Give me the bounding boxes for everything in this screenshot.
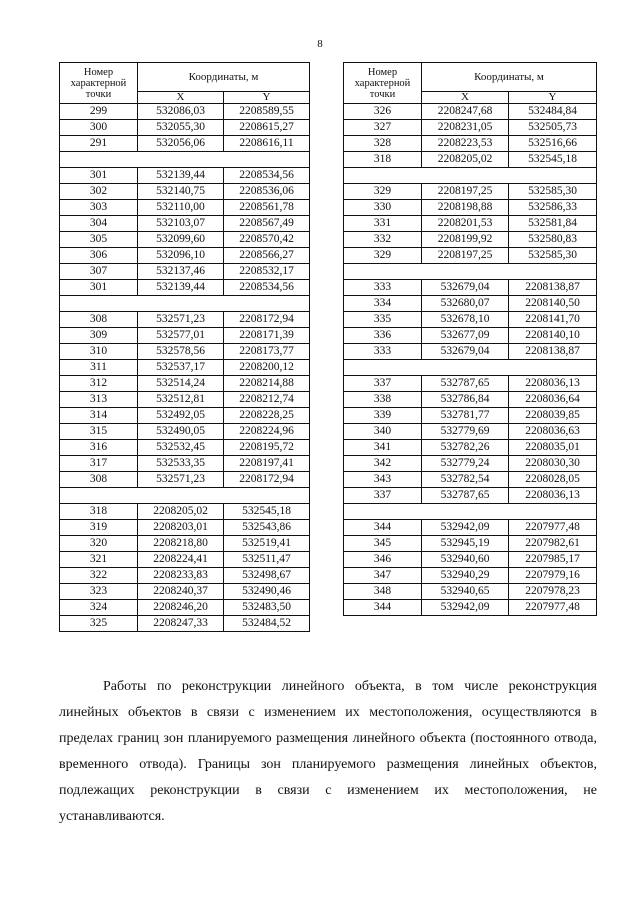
point-number-cell: 306 [60,248,138,264]
y-coordinate-cell: 2208228,25 [224,408,310,424]
y-coordinate-cell: 2208141,70 [509,312,597,328]
table-row [344,296,597,312]
table-row [60,440,310,456]
table-row [344,488,597,504]
table-row [344,600,597,616]
table-row [344,392,597,408]
x-coordinate-cell: 532086,03 [138,104,224,120]
y-coordinate-cell: 2208138,87 [509,280,597,296]
point-number-cell: 322 [60,568,138,584]
y-coordinate-cell: 2208224,96 [224,424,310,440]
table-row [60,168,310,184]
table-row [60,424,310,440]
point-number-cell: 303 [60,200,138,216]
table-row [344,456,597,472]
table-row [60,520,310,536]
x-coordinate-cell: 2208231,05 [422,120,509,136]
x-coordinate-cell: 2208198,88 [422,200,509,216]
x-coordinate-cell: 532137,46 [138,264,224,280]
y-coordinate-cell: 532519,41 [224,536,310,552]
x-coordinate-cell: 2208224,41 [138,552,224,568]
point-number-cell: 316 [60,440,138,456]
x-coordinate-cell: 2208205,02 [422,152,509,168]
x-coordinate-cell: 532103,07 [138,216,224,232]
table-row [60,264,310,280]
table-row [344,536,597,552]
y-coordinate-cell: 2208035,01 [509,440,597,456]
x-coordinate-cell: 2208247,33 [138,616,224,632]
y-coordinate-cell: 2208561,78 [224,200,310,216]
y-coordinate-cell: 2208172,94 [224,312,310,328]
point-number-cell: 308 [60,312,138,328]
table-row [344,584,597,600]
point-number-cell: 307 [60,264,138,280]
point-number-cell: 320 [60,536,138,552]
point-number-cell: 302 [60,184,138,200]
point-number-cell: 332 [344,232,422,248]
table-separator-row [344,360,597,376]
table-row [344,152,597,168]
point-number-cell: 344 [344,520,422,536]
x-coordinate-cell: 532779,69 [422,424,509,440]
x-coordinate-cell: 532571,23 [138,312,224,328]
x-coordinate-cell: 532512,81 [138,392,224,408]
x-coordinate-cell: 532532,45 [138,440,224,456]
separator-cell [344,504,597,520]
table-row [344,328,597,344]
x-coordinate-cell: 532781,77 [422,408,509,424]
table-body-right [344,104,597,616]
y-coordinate-cell: 2207977,48 [509,600,597,616]
x-coordinate-cell: 532571,23 [138,472,224,488]
point-number-cell: 301 [60,280,138,296]
page-number: 8 [317,38,323,50]
x-coordinate-cell: 532537,17 [138,360,224,376]
point-number-cell: 314 [60,408,138,424]
y-coordinate-cell: 2207977,48 [509,520,597,536]
point-number-cell: 305 [60,232,138,248]
table-row [344,520,597,536]
y-coordinate-cell: 2208534,56 [224,168,310,184]
y-coordinate-cell: 532511,47 [224,552,310,568]
point-number-cell: 347 [344,568,422,584]
x-coordinate-cell: 532677,09 [422,328,509,344]
table-row [344,136,597,152]
table-row [344,552,597,568]
y-coordinate-cell: 2208036,64 [509,392,597,408]
x-coordinate-cell: 532679,04 [422,280,509,296]
table-row [60,472,310,488]
table-row [60,104,310,120]
point-number-cell: 345 [344,536,422,552]
table-row [60,216,310,232]
table-row [60,232,310,248]
x-coordinate-cell: 532787,65 [422,488,509,504]
table-row [60,408,310,424]
x-coordinate-cell: 2208205,02 [138,504,224,520]
point-number-cell: 291 [60,136,138,152]
table-row [344,472,597,488]
y-coordinate-cell: 532484,52 [224,616,310,632]
point-number-cell: 312 [60,376,138,392]
coordinates-table-right [343,62,597,616]
point-number-cell: 337 [344,488,422,504]
y-coordinate-cell: 2208171,39 [224,328,310,344]
x-coordinate-cell: 532942,09 [422,600,509,616]
table-row [344,312,597,328]
point-number-cell: 341 [344,440,422,456]
x-coordinate-cell: 2208203,01 [138,520,224,536]
y-coordinate-cell: 2208616,11 [224,136,310,152]
point-number-cell: 325 [60,616,138,632]
table-row [344,376,597,392]
table-separator-row [60,488,310,504]
x-coordinate-cell: 532099,60 [138,232,224,248]
x-coordinate-cell: 2208233,83 [138,568,224,584]
table-separator-row [344,504,597,520]
y-coordinate-cell: 532490,46 [224,584,310,600]
x-coordinate-cell: 2208199,92 [422,232,509,248]
y-coordinate-cell: 2208197,41 [224,456,310,472]
point-number-cell: 308 [60,472,138,488]
y-coordinate-cell: 2207978,23 [509,584,597,600]
point-number-cell: 310 [60,344,138,360]
x-coordinate-cell: 532139,44 [138,280,224,296]
point-number-cell: 321 [60,552,138,568]
separator-cell [60,152,310,168]
y-coordinate-cell: 2208567,49 [224,216,310,232]
x-coordinate-cell: 532578,56 [138,344,224,360]
x-coordinate-cell: 532945,19 [422,536,509,552]
separator-cell [60,296,310,312]
point-number-cell: 343 [344,472,422,488]
table-row [344,120,597,136]
x-coordinate-cell: 532492,05 [138,408,224,424]
x-coordinate-cell: 2208247,68 [422,104,509,120]
point-number-cell: 317 [60,456,138,472]
y-header: Y [509,92,597,104]
x-coordinate-cell: 2208240,37 [138,584,224,600]
table-separator-row [344,264,597,280]
x-coordinate-cell: 532514,24 [138,376,224,392]
x-coordinate-cell: 2208201,53 [422,216,509,232]
point-number-cell: 342 [344,456,422,472]
point-number-cell: 340 [344,424,422,440]
table-row [344,408,597,424]
table-row [60,184,310,200]
table-row [60,312,310,328]
coordinates-header: Координаты, м [138,63,310,92]
table-row [60,600,310,616]
x-coordinate-cell: 532577,01 [138,328,224,344]
table-row [60,392,310,408]
table-row [344,200,597,216]
point-number-cell: 327 [344,120,422,136]
table-separator-row [60,296,310,312]
y-coordinate-cell: 532543,86 [224,520,310,536]
table-row [60,280,310,296]
table-body-left [60,104,310,632]
y-coordinate-cell: 2208570,42 [224,232,310,248]
x-coordinate-cell: 532782,26 [422,440,509,456]
table-row [60,584,310,600]
table-row [60,344,310,360]
point-number-cell: 335 [344,312,422,328]
table-separator-row [60,152,310,168]
table-row [60,136,310,152]
point-number-cell: 330 [344,200,422,216]
y-coordinate-cell: 532545,18 [224,504,310,520]
table-row [60,248,310,264]
x-coordinate-cell: 532940,60 [422,552,509,568]
table-row [60,552,310,568]
x-coordinate-cell: 2208197,25 [422,248,509,264]
separator-cell [344,360,597,376]
table-row [60,200,310,216]
y-coordinate-cell: 2207979,16 [509,568,597,584]
point-number-cell: 346 [344,552,422,568]
table-row [60,568,310,584]
y-coordinate-cell: 2208138,87 [509,344,597,360]
table-row [344,184,597,200]
point-number-cell: 326 [344,104,422,120]
x-coordinate-cell: 532779,24 [422,456,509,472]
point-number-cell: 313 [60,392,138,408]
x-coordinate-cell: 532110,00 [138,200,224,216]
separator-cell [344,168,597,184]
point-number-cell: 344 [344,600,422,616]
y-coordinate-cell: 532545,18 [509,152,597,168]
x-header: X [138,92,224,104]
table-row [60,616,310,632]
y-coordinate-cell: 2208200,12 [224,360,310,376]
table-row [344,248,597,264]
body-paragraph: Работы по реконструкции линейного объекта, в том числе реконструкция линейных объектов в связи с изменением их местоположения, осуществляются в пределах границ зон планируемого размещения линейного объекта (постоянного отвода, временного отвода). Границы зон планируемого размещения линейных объектов, подлежащих реконструкции в связи с изменением их местоположения, не устанавливаются. [59,679,597,824]
x-coordinate-cell: 532056,06 [138,136,224,152]
point-number-cell: 336 [344,328,422,344]
y-coordinate-cell: 2208589,55 [224,104,310,120]
x-coordinate-cell: 532096,10 [138,248,224,264]
y-coordinate-cell: 2208140,10 [509,328,597,344]
table-row [60,504,310,520]
x-coordinate-cell: 532940,29 [422,568,509,584]
x-coordinate-cell: 532679,04 [422,344,509,360]
y-coordinate-cell: 2208214,88 [224,376,310,392]
x-coordinate-cell: 2208197,25 [422,184,509,200]
point-number-cell: 334 [344,296,422,312]
y-coordinate-cell: 2208534,56 [224,280,310,296]
y-coordinate-cell: 532483,50 [224,600,310,616]
y-coordinate-cell: 532586,33 [509,200,597,216]
point-number-cell: 315 [60,424,138,440]
separator-cell [60,488,310,504]
point-number-cell: 301 [60,168,138,184]
x-coordinate-cell: 532787,65 [422,376,509,392]
point-number-cell: 324 [60,600,138,616]
y-coordinate-cell: 532516,66 [509,136,597,152]
point-number-cell: 339 [344,408,422,424]
x-coordinate-cell: 532139,44 [138,168,224,184]
point-number-cell: 311 [60,360,138,376]
table-row [60,360,310,376]
point-number-header: Номер характерной точки [60,63,138,104]
x-coordinate-cell: 532786,84 [422,392,509,408]
x-coordinate-cell: 2208218,80 [138,536,224,552]
y-coordinate-cell: 2208140,50 [509,296,597,312]
point-number-cell: 323 [60,584,138,600]
point-number-cell: 300 [60,120,138,136]
point-number-cell: 338 [344,392,422,408]
y-coordinate-cell: 532484,84 [509,104,597,120]
point-number-cell: 348 [344,584,422,600]
y-coordinate-cell: 2208028,05 [509,472,597,488]
point-number-cell: 304 [60,216,138,232]
coordinates-table-left [59,62,310,632]
x-header: X [422,92,509,104]
table-row [344,104,597,120]
x-coordinate-cell: 532680,07 [422,296,509,312]
y-header: Y [224,92,310,104]
table-row [60,536,310,552]
y-coordinate-cell: 2208173,77 [224,344,310,360]
table-row [344,280,597,296]
y-coordinate-cell: 2208536,06 [224,184,310,200]
y-coordinate-cell: 532498,67 [224,568,310,584]
point-number-cell: 333 [344,344,422,360]
table-row [60,376,310,392]
point-number-cell: 333 [344,280,422,296]
y-coordinate-cell: 532505,73 [509,120,597,136]
y-coordinate-cell: 532585,30 [509,184,597,200]
x-coordinate-cell: 532940,65 [422,584,509,600]
y-coordinate-cell: 532581,84 [509,216,597,232]
y-coordinate-cell: 2208615,27 [224,120,310,136]
table-row [344,568,597,584]
y-coordinate-cell: 2208566,27 [224,248,310,264]
y-coordinate-cell: 2208039,85 [509,408,597,424]
y-coordinate-cell: 2208036,13 [509,488,597,504]
table-row [344,424,597,440]
x-coordinate-cell: 2208223,53 [422,136,509,152]
table-row [344,344,597,360]
point-number-cell: 299 [60,104,138,120]
point-number-cell: 318 [344,152,422,168]
y-coordinate-cell: 2208030,30 [509,456,597,472]
x-coordinate-cell: 532782,54 [422,472,509,488]
table-row [344,232,597,248]
point-number-cell: 309 [60,328,138,344]
y-coordinate-cell: 2207985,17 [509,552,597,568]
y-coordinate-cell: 2207982,61 [509,536,597,552]
table-row [344,440,597,456]
y-coordinate-cell: 532580,83 [509,232,597,248]
table-row [60,328,310,344]
point-number-cell: 328 [344,136,422,152]
x-coordinate-cell: 532140,75 [138,184,224,200]
point-number-cell: 329 [344,248,422,264]
table-row [60,456,310,472]
y-coordinate-cell: 2208172,94 [224,472,310,488]
coordinates-header: Координаты, м [422,63,597,92]
point-number-header: Номер характерной точки [344,63,422,104]
point-number-cell: 319 [60,520,138,536]
table-row [344,216,597,232]
point-number-cell: 329 [344,184,422,200]
y-coordinate-cell: 2208212,74 [224,392,310,408]
x-coordinate-cell: 532678,10 [422,312,509,328]
y-coordinate-cell: 2208532,17 [224,264,310,280]
point-number-cell: 337 [344,376,422,392]
table-separator-row [344,168,597,184]
y-coordinate-cell: 2208036,63 [509,424,597,440]
point-number-cell: 331 [344,216,422,232]
x-coordinate-cell: 532055,30 [138,120,224,136]
x-coordinate-cell: 2208246,20 [138,600,224,616]
point-number-cell: 318 [60,504,138,520]
x-coordinate-cell: 532942,09 [422,520,509,536]
table-row [60,120,310,136]
x-coordinate-cell: 532490,05 [138,424,224,440]
y-coordinate-cell: 532585,30 [509,248,597,264]
x-coordinate-cell: 532533,35 [138,456,224,472]
y-coordinate-cell: 2208036,13 [509,376,597,392]
y-coordinate-cell: 2208195,72 [224,440,310,456]
separator-cell [344,264,597,280]
